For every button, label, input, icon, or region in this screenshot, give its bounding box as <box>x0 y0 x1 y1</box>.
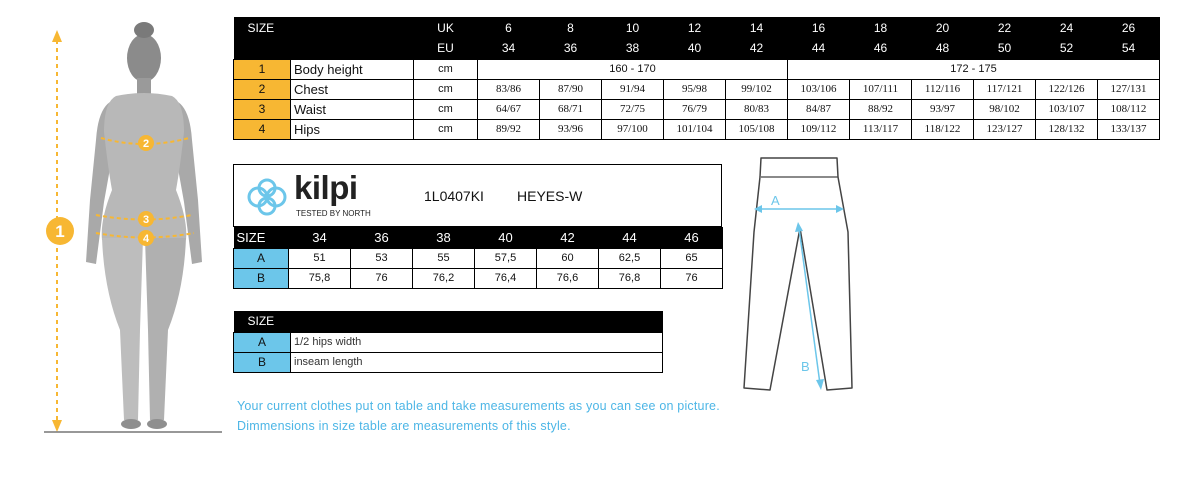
eu-size: 46 <box>850 38 912 59</box>
uk-size: 16 <box>788 17 850 38</box>
table-cell: 76,8 <box>599 268 661 288</box>
table-cell: 51 <box>289 248 351 268</box>
table-cell: 76/79 <box>664 99 726 119</box>
product-header <box>233 164 722 227</box>
unit: cm <box>414 119 478 139</box>
size-label: SIZE <box>234 17 291 38</box>
height-range: 172 - 175 <box>788 59 1160 79</box>
size-header: 36 <box>351 227 413 248</box>
table-cell: 55 <box>413 248 475 268</box>
table-cell: 80/83 <box>726 99 788 119</box>
knot-logo-icon <box>244 177 290 217</box>
eu-size: 44 <box>788 38 850 59</box>
table-cell: 60 <box>537 248 599 268</box>
eu-size: 48 <box>912 38 974 59</box>
table-cell: 133/137 <box>1098 119 1160 139</box>
legend-table <box>233 311 663 373</box>
uk-size: 18 <box>850 17 912 38</box>
table-cell: 76,6 <box>537 268 599 288</box>
legend-description: 1/2 hips width <box>291 332 663 352</box>
table-cell: 76 <box>351 268 413 288</box>
table-cell: 64/67 <box>478 99 540 119</box>
table-cell: 113/117 <box>850 119 912 139</box>
table-row <box>234 352 663 372</box>
table-cell: 127/131 <box>1098 79 1160 99</box>
marker-1: 1 <box>55 222 65 241</box>
size-label: SIZE <box>234 227 289 248</box>
unit: cm <box>414 79 478 99</box>
row-label: Waist <box>291 99 414 119</box>
table-cell: 84/87 <box>788 99 850 119</box>
size-header: 44 <box>599 227 661 248</box>
table-cell: 75,8 <box>289 268 351 288</box>
size-table <box>233 17 1160 140</box>
uk-row <box>234 17 1160 38</box>
unit: cm <box>414 99 478 119</box>
table-cell: 118/122 <box>912 119 974 139</box>
eu-size: 52 <box>1036 38 1098 59</box>
table-cell: 93/97 <box>912 99 974 119</box>
row-label: Hips <box>291 119 414 139</box>
row-label: Chest <box>291 79 414 99</box>
table-cell: 87/90 <box>540 79 602 99</box>
eu-size: 40 <box>664 38 726 59</box>
table-cell: 99/102 <box>726 79 788 99</box>
eu-size: 50 <box>974 38 1036 59</box>
marker-3: 3 <box>142 214 150 226</box>
brand-tagline: TESTED BY NORTH <box>296 209 371 218</box>
table-row <box>234 268 723 288</box>
table-cell: 93/96 <box>540 119 602 139</box>
body-figure <box>38 12 230 437</box>
pants-label-a: A <box>771 193 780 208</box>
row-label: B <box>234 268 289 288</box>
row-number: 4 <box>234 119 291 139</box>
table-cell: 123/127 <box>974 119 1036 139</box>
unit: cm <box>414 59 478 79</box>
table-cell: 57,5 <box>475 248 537 268</box>
size-label: SIZE <box>234 311 291 332</box>
brand-logo: kilpi <box>294 169 358 206</box>
table-cell: 83/86 <box>478 79 540 99</box>
table-cell: 98/102 <box>974 99 1036 119</box>
table-cell: 117/121 <box>974 79 1036 99</box>
marker-4: 4 <box>142 233 150 245</box>
table-cell: 53 <box>351 248 413 268</box>
eu-size: 36 <box>540 38 602 59</box>
eu-row <box>234 38 1160 59</box>
table-cell: 103/106 <box>788 79 850 99</box>
product-size-table <box>233 227 723 289</box>
eu-size: 54 <box>1098 38 1160 59</box>
table-cell: 107/111 <box>850 79 912 99</box>
uk-size: 10 <box>602 17 664 38</box>
table-cell: 128/132 <box>1036 119 1098 139</box>
product-size-header <box>234 227 723 248</box>
uk-size: 26 <box>1098 17 1160 38</box>
table-cell: 72/75 <box>602 99 664 119</box>
table-row <box>234 119 1160 139</box>
uk-size: 14 <box>726 17 788 38</box>
table-cell: 76,4 <box>475 268 537 288</box>
table-cell: 112/116 <box>912 79 974 99</box>
height-range: 160 - 170 <box>478 59 788 79</box>
table-cell: 97/100 <box>602 119 664 139</box>
uk-size: 8 <box>540 17 602 38</box>
table-cell: 88/92 <box>850 99 912 119</box>
uk-size: 20 <box>912 17 974 38</box>
uk-size: 24 <box>1036 17 1098 38</box>
uk-size: 6 <box>478 17 540 38</box>
note-line: Dimmensions in size table are measurements of this style. <box>237 419 571 433</box>
table-cell: 65 <box>661 248 723 268</box>
table-row <box>234 59 1160 79</box>
row-label: Body height <box>291 59 414 79</box>
table-cell: 95/98 <box>664 79 726 99</box>
table-cell: 89/92 <box>478 119 540 139</box>
uk-label: UK <box>414 17 478 38</box>
table-cell: 108/112 <box>1098 99 1160 119</box>
size-header: 40 <box>475 227 537 248</box>
table-row <box>234 332 663 352</box>
row-number: 3 <box>234 99 291 119</box>
uk-size: 12 <box>664 17 726 38</box>
table-cell: 76 <box>661 268 723 288</box>
size-header: 38 <box>413 227 475 248</box>
eu-size: 34 <box>478 38 540 59</box>
table-cell: 62,5 <box>599 248 661 268</box>
row-label: A <box>234 332 291 352</box>
table-cell: 91/94 <box>602 79 664 99</box>
size-header: 42 <box>537 227 599 248</box>
pants-label-b: B <box>801 359 810 374</box>
table-cell: 122/126 <box>1036 79 1098 99</box>
row-label: A <box>234 248 289 268</box>
marker-2: 2 <box>142 138 150 150</box>
uk-size: 22 <box>974 17 1036 38</box>
pants-diagram <box>735 150 875 395</box>
size-header: 46 <box>661 227 723 248</box>
legend-header <box>234 311 663 332</box>
product-name: HEYES-W <box>517 188 583 204</box>
table-cell: 68/71 <box>540 99 602 119</box>
legend-description: inseam length <box>291 352 663 372</box>
table-row <box>234 248 723 268</box>
table-row <box>234 79 1160 99</box>
table-cell: 105/108 <box>726 119 788 139</box>
table-cell: 76,2 <box>413 268 475 288</box>
eu-size: 38 <box>602 38 664 59</box>
product-code: 1L0407KI <box>424 188 484 204</box>
eu-label: EU <box>414 38 478 59</box>
row-number: 2 <box>234 79 291 99</box>
table-cell: 103/107 <box>1036 99 1098 119</box>
row-label: B <box>234 352 291 372</box>
table-cell: 109/112 <box>788 119 850 139</box>
note-line: Your current clothes put on table and take measurements as you can see on picture. <box>237 399 720 413</box>
table-row <box>234 99 1160 119</box>
table-cell: 101/104 <box>664 119 726 139</box>
size-header: 34 <box>289 227 351 248</box>
row-number: 1 <box>234 59 291 79</box>
eu-size: 42 <box>726 38 788 59</box>
